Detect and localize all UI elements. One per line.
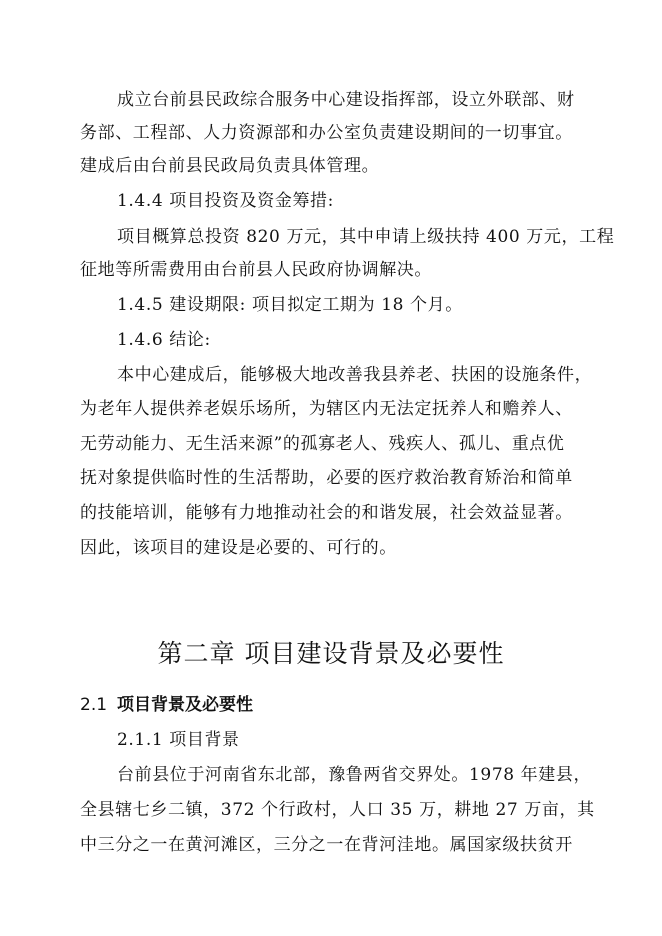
- paragraph-line: 为老年人提供养老娱乐场所，为辖区内无法定抚养人和赡养人、: [80, 399, 573, 419]
- section-heading-2-1: [80, 694, 253, 716]
- paragraph-line: 建成后由台前县民政局负责具体管理。: [80, 156, 380, 176]
- subsection-heading-1-4-6: 1.4.6 结论:: [117, 330, 211, 350]
- paragraph-line: 成立台前县民政综合服务中心建设指挥部，设立外联部、财: [117, 90, 575, 110]
- paragraph-line: 台前县位于河南省东北部，豫鲁两省交界处。1978 年建县，: [117, 765, 592, 785]
- chapter-title: 第二章 项目建设背景及必要性: [157, 639, 505, 668]
- paragraph-line: 务部、工程部、人力资源部和办公室负责建设期间的一切事宜。: [80, 123, 573, 143]
- paragraph-line: 本中心建成后，能够极大地改善我县养老、扶困的设施条件，: [117, 365, 593, 385]
- paragraph-line: 征地等所需费用由台前县人民政府协调解决。: [80, 260, 432, 280]
- subsection-heading-1-4-4: 1.4.4 项目投资及资金筹措:: [117, 191, 334, 211]
- paragraph-line: 的技能培训，能够有力地推动社会的和谐发展，社会效益显著。: [80, 503, 573, 523]
- subsection-1-4-5: 1.4.5 建设期限: 项目拟定工期为 18 个月。: [117, 295, 463, 315]
- paragraph-line: 中三分之一在黄河滩区，三分之一在背河洼地。属国家级扶贫开: [80, 835, 573, 855]
- section-title: 项目背景及必要性: [117, 695, 254, 715]
- paragraph-line: 全县辖七乡二镇，372 个行政村，人口 35 万，耕地 27 万亩，其: [80, 800, 595, 820]
- paragraph-line: 项目概算总投资 820 万元，其中申请上级扶持 400 万元，工程: [117, 227, 615, 247]
- paragraph-line: 因此，该项目的建设是必要的、可行的。: [80, 538, 397, 558]
- paragraph-line: 无劳动能力、无生活来源”的孤寡老人、残疾人、孤儿、重点优: [80, 434, 565, 454]
- section-number: 2.1: [80, 695, 108, 715]
- paragraph-line: 抚对象提供临时性的生活帮助，必要的医疗救治教育矫治和简单: [80, 468, 573, 488]
- subsection-heading-2-1-1: 2.1.1 项目背景: [117, 730, 240, 750]
